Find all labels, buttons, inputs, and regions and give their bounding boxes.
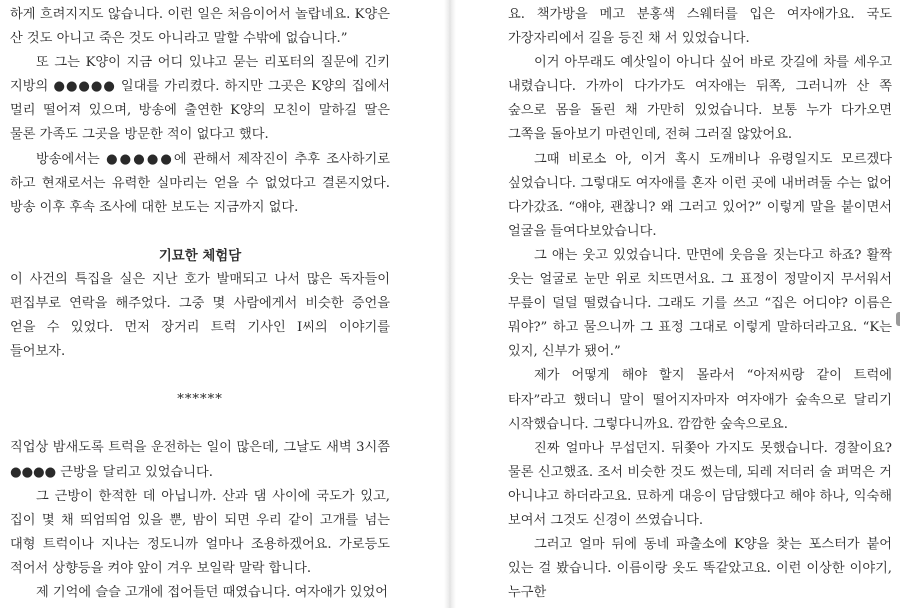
right-paragraph: 이거 아무래도 예삿일이 아니다 싶어 바로 갓길에 차를 세우고 내렸습니다. 가까이 다가가도 여자애는 뒤쪽, 그러니까 산 쪽 숲으로 몸을 돌린 채 가만히 있었습니다. 보통 누가 다가오면 그쪽을 돌아보기 마련인데, 전혀 그러질 않았어요. bbox=[508, 55, 892, 143]
left-page-text bbox=[10, 3, 390, 605]
right-paragraph: 진짜 얼마나 무섭던지. 뒤쫓아 가지도 못했습니다. 경찰이요? 물론 신고했죠. 조서 비슷한 것도 썼는데, 되레 저더러 술 퍼먹은 거 아니냐고 하더라고요. 묘하게 대응이 담담했다고 해야 하나, 익숙해 보여서 그것도 신경이 쓰였습니다. bbox=[508, 440, 892, 528]
left-page bbox=[0, 0, 444, 608]
right-paragraph: 그때 비로소 아, 이거 혹시 도깨비나 유령일지도 모르겠다 싶었습니다. 그렇대도 여자애를 혼자 이런 곳에 내버려둘 수는 없어 다가갔죠. “얘야, 괜찮니? 왜 그러고 있어?” 이렇게 말을 붙이면서 얼굴을 들여다보았습니다. bbox=[508, 151, 892, 239]
right-page bbox=[456, 0, 900, 608]
right-paragraph: 그 애는 웃고 있었습니다. 만면에 웃음을 짓는다고 하죠? 활짝 웃는 얼굴로 눈만 위로 치뜨면서요. 그 표정이 정말이지 무서워서 무릎이 덜덜 떨렸습니다. 그래도 기를 쓰고 “집은 어디야? 이름은 뭐야?” 하고 물으니까 그 표정 그대로 이렇게 말하더라고요. “K는 있지, 신부가 됐어.” bbox=[508, 247, 892, 360]
right-paragraph: 요. 책가방을 메고 분홍색 스웨터를 입은 여자애가요. 국도 가장자리에서 길을 등진 채 서 있었습니다. bbox=[508, 7, 892, 47]
left-paragraph: 이 사건의 특집을 실은 지난 호가 발매되고 나서 많은 독자들이 편집부로 연락을 해주었다. 그중 몇 사람에게서 비슷한 증언을 얻을 수 있었다. 먼저 장거리 트럭 기사인 I씨의 이야기를 들어보자. bbox=[10, 271, 390, 360]
book-gutter bbox=[444, 0, 456, 608]
left-paragraph: 하게 흐려지지도 않습니다. 이런 일은 처음이어서 놀랍네요. K양은 산 것도 아니고 죽은 것도 아니라고 말할 수밖에 없습니다.” bbox=[10, 7, 390, 47]
left-paragraph: 또 그는 K양이 지금 어디 있냐고 묻는 리포터의 질문에 긴키 지방의 ●●●●● 일대를 가리켰다. 하지만 그곳은 K양의 집에서 멀리 떨어져 있으며, 방송에 출연한 K양의 모친이 말하길 딸은 물론 가족도 그곳을 방문한 적이 없다고 했다. bbox=[10, 55, 390, 143]
left-paragraph: 직업상 밤새도록 트럭을 운전하는 일이 많은데, 그날도 새벽 3시쯤 ●●●● 근방을 달리고 있었습니다. bbox=[10, 440, 390, 480]
right-page-text bbox=[508, 3, 892, 605]
left-paragraph: 방송에서는 ●●●●●에 관해서 제작진이 추후 조사하기로 하고 현재로서는 유력한 실마리는 얻을 수 없었다고 결론지었다. 방송 이후 후속 조사에 대한 보도는 지금까지 없다. bbox=[10, 151, 390, 215]
left-paragraph: 제 기억에 슬슬 고개에 접어들던 때였습니다. 여자애가 있었어 bbox=[36, 584, 389, 600]
section-heading: 기묘한 체험담 bbox=[158, 247, 242, 264]
section-separator: ****** bbox=[177, 392, 223, 408]
left-paragraph: 그 근방이 한적한 데 아닙니까. 산과 댐 사이에 국도가 있고, 집이 몇 채 띄엄띄엄 있을 뿐, 밤이 되면 우리 같이 고개를 넘는 대형 트럭이나 지나는 정도니까 얼마나 조용하겠어요. 가로등도 적어서 상향등을 켜야 앞이 겨우 보일락 말락 합니다. bbox=[10, 488, 390, 576]
page-edge-marker bbox=[896, 312, 900, 326]
right-paragraph: 그러고 얼마 뒤에 동네 파출소에 K양을 찾는 포스터가 붙어 있는 걸 봤습니다. 이름이랑 옷도 똑같았고요. 이런 이상한 이야기, 누구한 bbox=[508, 537, 892, 601]
right-paragraph: 제가 어떻게 해야 할지 몰라서 “아저씨랑 같이 트럭에 타자”라고 했더니 말이 떨어지자마자 여자애가 숲속으로 달리기 시작했습니다. 그렇다니까요. 깜깜한 숲속으로요. bbox=[508, 368, 892, 432]
